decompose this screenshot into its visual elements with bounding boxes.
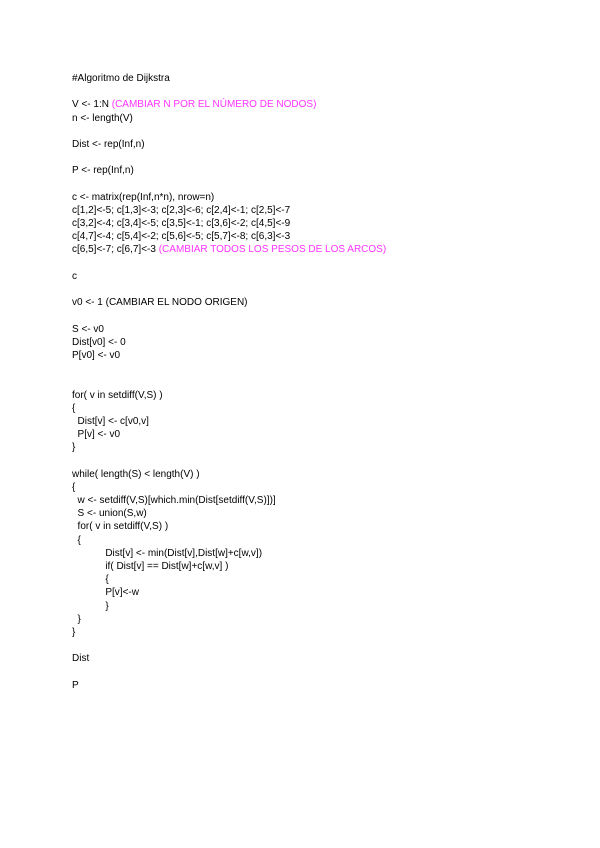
code-line-brace: { [72,574,109,586]
code-text: V <- 1:N [72,99,112,111]
code-line-min: Dist[v] <- min(Dist[v],Dist[w]+c[w,v]) [72,547,263,559]
code-line-brace: } [72,626,76,638]
code-line-c-matrix: c <- matrix(rep(Inf,n*n), nrow=n) [72,191,215,203]
code-line-for-relax: for( v in setdiff(V,S) ) [72,521,169,533]
code-line-while: while( length(S) < length(V) ) [72,468,200,480]
code-line-p-v0: P[v0] <- v0 [72,349,121,361]
code-line-brace: } [72,613,81,625]
code-line-p-print: P [72,679,79,691]
code-line-union: S <- union(S,w) [72,508,147,520]
code-line-w: w <- setdiff(V,S)[which.min(Dist[setdiff(V,S)])] [72,495,276,507]
code-line-dist-init: Dist[v] <- c[v0,v] [72,415,149,427]
code-line-brace: { [72,402,76,414]
code-line-brace: } [72,442,76,454]
code-line-for-init: for( v in setdiff(V,S) ) [72,389,163,401]
code-line-v [72,98,386,111]
code-line-dist: Dist <- rep(Inf,n) [72,138,145,150]
code-line-dist-v0: Dist[v0] <- 0 [72,336,126,348]
code-line-if: if( Dist[v] == Dist[w]+c[w,v] ) [72,560,229,572]
code-line-brace: } [72,600,109,612]
code-line-c-row: c[1,2]<-5; c[1,3]<-3; c[2,3]<-6; c[2,4]<-1; c[2,5]<-7 [72,204,291,216]
code-line-p: P <- rep(Inf,n) [72,165,134,177]
code-text: c[6,5]<-7; c[6,7]<-3 [72,244,159,256]
code-line-v0: v0 <- 1 (CAMBIAR EL NODO ORIGEN) [72,297,248,309]
note-nodes: (CAMBIAR N POR EL NÚMERO DE NODOS) [111,99,317,111]
code-line-c-row: c[3,2]<-4; c[3,4]<-5; c[3,5]<-1; c[3,6]<-2; c[4,5]<-9 [72,218,291,230]
note-weights: (CAMBIAR TODOS LOS PESOS DE LOS ARCOS) [158,244,387,256]
code-line-p-init: P[v] <- v0 [72,429,121,441]
code-line-c-print: c [72,270,77,282]
code-block [72,72,386,692]
comment-title: #Algoritmo de Dijkstra [72,73,170,84]
code-line-brace: { [72,481,76,493]
code-line-c-row [72,243,386,256]
code-line-p-w: P[v]<-w [72,587,139,599]
code-line-brace: { [72,534,81,546]
code-line-s: S <- v0 [72,323,104,335]
code-line-c-row: c[4,7]<-4; c[5,4]<-2; c[5,6]<-5; c[5,7]<-8; c[6,3]<-3 [72,231,291,243]
code-line-dist-print: Dist [72,653,90,665]
code-line-n: n <- length(V) [72,112,133,124]
